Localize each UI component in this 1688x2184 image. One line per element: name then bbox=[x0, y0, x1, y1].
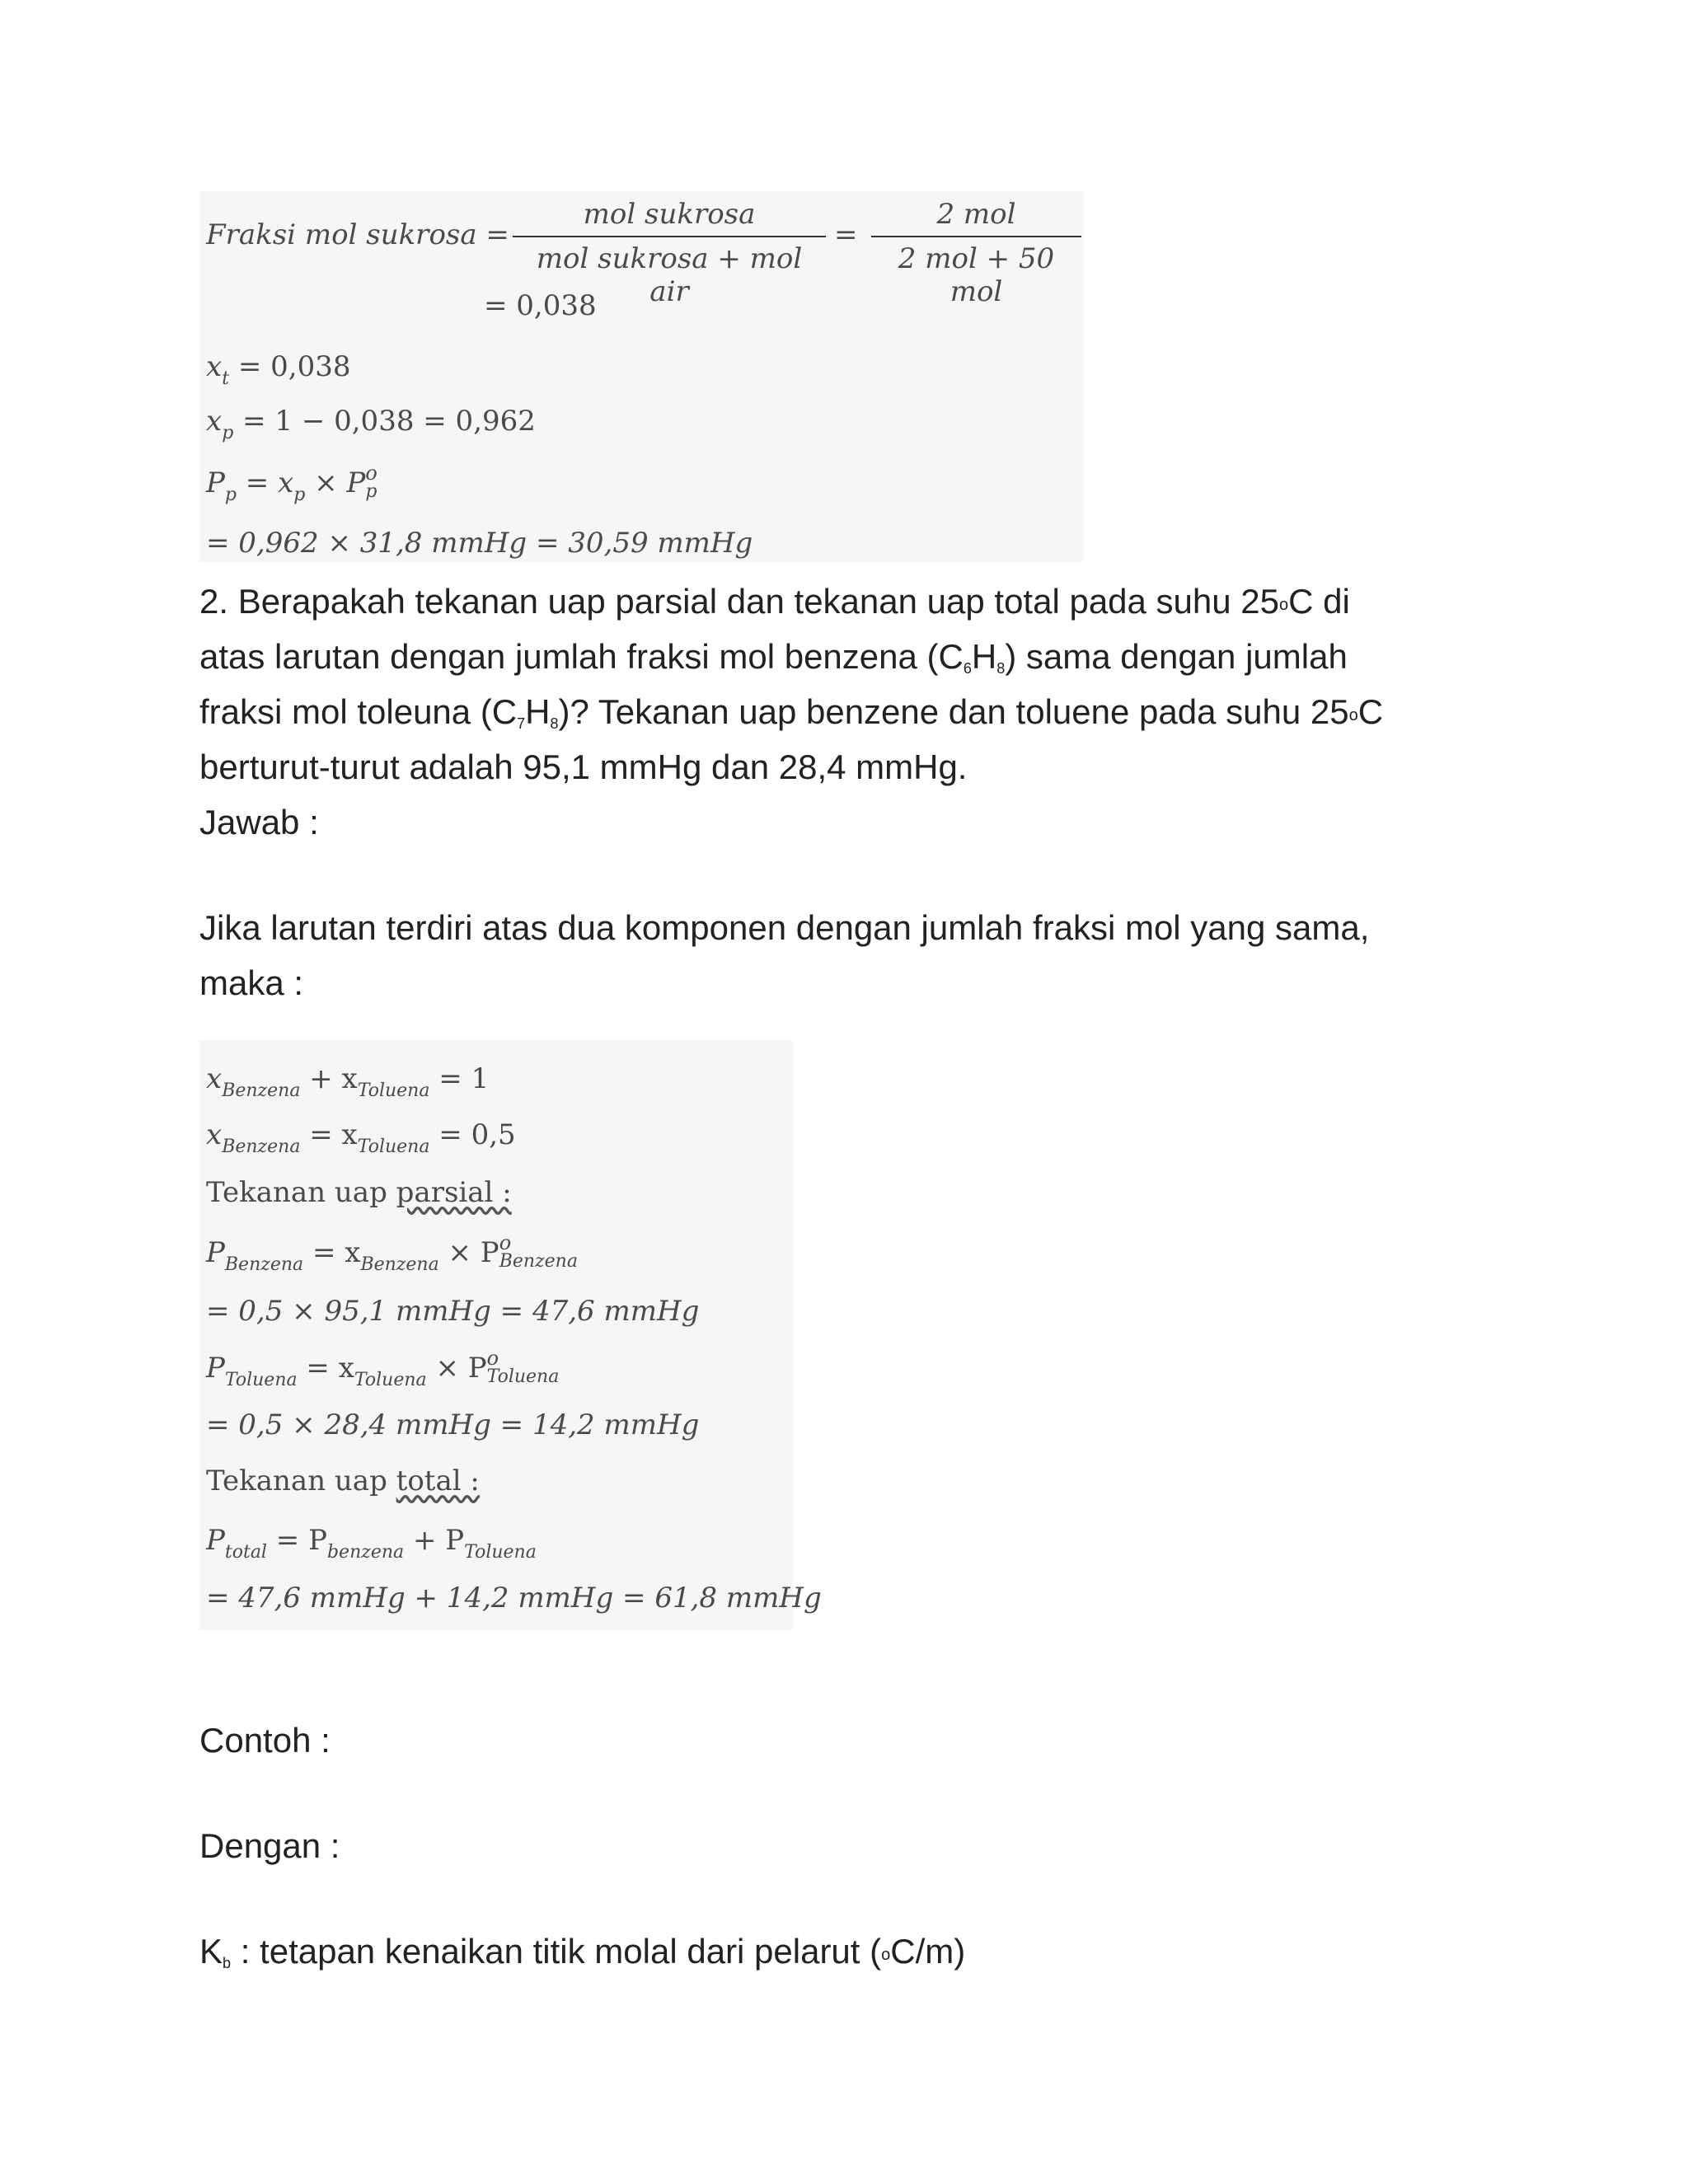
fraction-numerator: 2 mol bbox=[871, 198, 1081, 237]
label-total-pressure: Tekanan uap total : bbox=[206, 1465, 480, 1497]
eq-pp-calc: = 0,962 × 31,8 mmHg = 30,59 mmHg bbox=[206, 527, 753, 560]
fraction-denominator: 2 mol + 50 mol bbox=[898, 242, 1055, 308]
label-partial-pressure: Tekanan uap parsial : bbox=[206, 1176, 512, 1209]
intro-line-1: Jika larutan terdiri atas dua komponen dengan jumlah fraksi mol yang sama, bbox=[199, 908, 1370, 947]
question-line-1: 2. Berapakah tekanan uap parsial dan tekanan uap total pada suhu 25oC di bbox=[199, 582, 1350, 621]
intro-line-2: maka : bbox=[199, 963, 304, 1002]
eq-p-benzena-calc: = 0,5 × 95,1 mmHg = 47,6 mmHg bbox=[206, 1295, 700, 1328]
eq-equals: = bbox=[834, 218, 858, 251]
fraction-mol-values bbox=[871, 198, 1081, 308]
question-line-2: atas larutan dengan jumlah fraksi mol benzena (C6H8) sama dengan jumlah bbox=[199, 637, 1348, 677]
eq-p-toluena: $P_{Toluena} = x_{Toluena} \times P$ o Toluena bbox=[206, 1347, 560, 1390]
eq-sum-fractions: $x_{Benzena} + x_{Toluena} = 1$ bbox=[206, 1062, 490, 1101]
eq-p-total-calc: = 47,6 mmHg + 14,2 mmHg = 61,8 mmHg bbox=[206, 1582, 822, 1615]
equation-image-mole-fraction bbox=[199, 191, 1083, 562]
eq-lhs: Fraksi mol sukrosa = bbox=[206, 218, 509, 251]
eq-p-total: $P_{total} = P_{benzena} + P_{Toluena}$ bbox=[206, 1524, 537, 1563]
answer-label: Jawab : bbox=[199, 803, 319, 841]
eq-p-toluena-calc: = 0,5 × 28,4 mmHg = 14,2 mmHg bbox=[206, 1408, 700, 1441]
fraction-numerator: mol sukrosa bbox=[513, 198, 826, 237]
kb-definition: Kb : tetapan kenaikan titik molal dari pelarut (oC/m) bbox=[199, 1932, 966, 1971]
question-line-4: berturut-turut adalah 95,1 mmHg dan 28,4 mmHg. bbox=[199, 748, 968, 786]
contoh-label: Contoh : bbox=[199, 1721, 331, 1760]
question-line-3: fraksi mol toleuna (C7H8)? Tekanan uap benzene dan toluene pada suhu 25oC bbox=[199, 692, 1384, 732]
eq-xt: $x_t = 0,038$ bbox=[206, 350, 351, 389]
eq-pp: $P_p = x_p \times P$ o p bbox=[206, 462, 377, 505]
eq-equal-fractions: $x_{Benzena} = x_{Toluena} = 0,5$ bbox=[206, 1118, 516, 1157]
fraction-denominator: mol sukrosa + mol air bbox=[536, 242, 803, 308]
eq-result: = 0,038 bbox=[484, 289, 597, 322]
dengan-label: Dengan : bbox=[199, 1826, 340, 1865]
eq-xp: $x_p = 1 - 0,038 = 0,962$ bbox=[206, 405, 536, 443]
eq-p-benzena: $P_{Benzena} = x_{Benzena} \times P$ o Benzena bbox=[206, 1231, 578, 1275]
equation-image-vapor-pressure bbox=[199, 1040, 822, 1630]
